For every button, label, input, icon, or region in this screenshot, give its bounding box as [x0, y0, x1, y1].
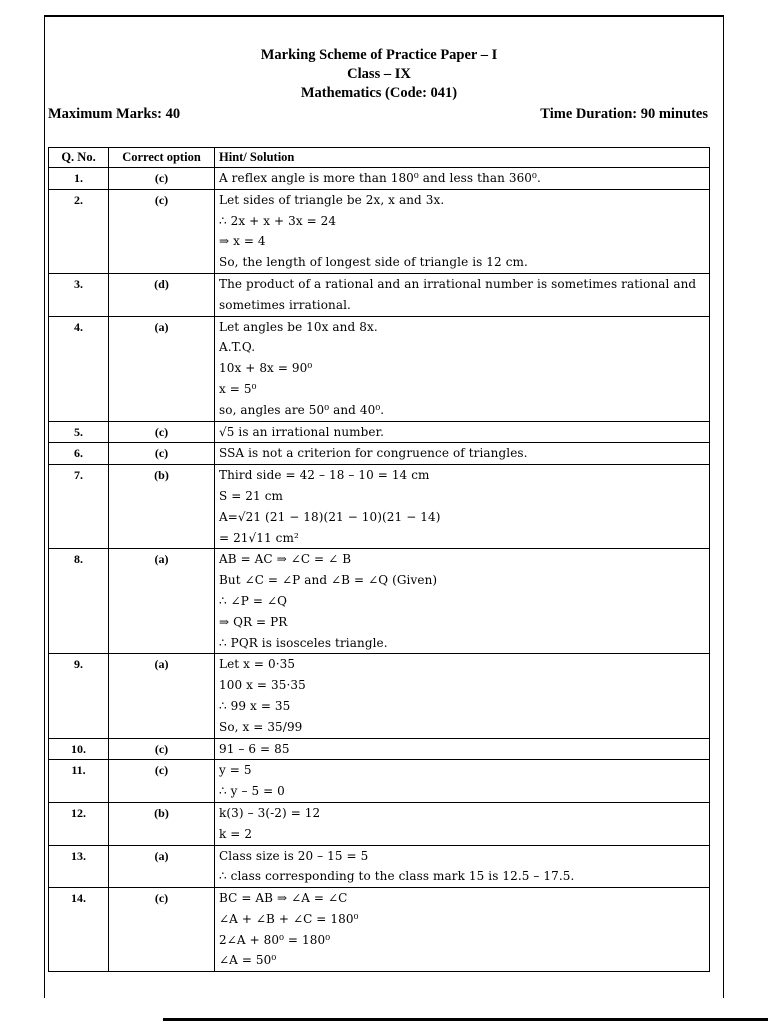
solution-line: S = 21 cm: [219, 488, 283, 503]
table-row: [49, 273, 710, 316]
solution-line: BC = AB ⇒ ∠A = ∠C: [219, 891, 348, 906]
solution-line: ∴ ∠P = ∠Q: [219, 593, 288, 608]
question-number: 4.: [49, 316, 109, 421]
document-header: [48, 46, 710, 103]
column-header-qno: Q. No.: [49, 148, 109, 168]
solution-line: But ∠C = ∠P and ∠B = ∠Q (Given): [219, 573, 438, 588]
solution-line: 100 x = 35·35: [219, 678, 306, 693]
solution-line: so, angles are 50⁰ and 40⁰.: [219, 402, 385, 417]
time-duration: Time Duration: 90 minutes: [540, 106, 708, 122]
table-row: [49, 443, 710, 465]
solution-line: ∴ PQR is isosceles triangle.: [219, 635, 388, 650]
solution-line: x = 5⁰: [219, 381, 257, 396]
solution-line: ⇒ x = 4: [219, 234, 266, 249]
solution-line: = 21√11 cm²: [219, 530, 299, 545]
question-number: 9.: [49, 654, 109, 738]
hint-solution: [215, 189, 710, 273]
correct-option: (c): [109, 738, 215, 760]
solution-line: ∴ y – 5 = 0: [219, 784, 285, 799]
hint-solution: [215, 888, 710, 972]
solution-line: 2∠A + 80⁰ = 180⁰: [219, 932, 331, 947]
hint-solution: [215, 443, 710, 465]
question-number: 14.: [49, 888, 109, 972]
question-number: 3.: [49, 273, 109, 316]
hint-solution: [215, 273, 710, 316]
solution-line: √5 is an irrational number.: [219, 424, 385, 439]
table-row: [49, 802, 710, 845]
solution-line: ⇒ QR = PR: [219, 614, 288, 629]
solution-line: Let angles be 10x and 8x.: [219, 319, 378, 334]
hint-solution: [215, 760, 710, 803]
question-number: 2.: [49, 189, 109, 273]
correct-option: (b): [109, 465, 215, 549]
hint-solution: [215, 549, 710, 654]
question-number: 8.: [49, 549, 109, 654]
correct-option: (c): [109, 168, 215, 190]
correct-option: (a): [109, 549, 215, 654]
table-row: [49, 421, 710, 443]
solution-line: ∠A + ∠B + ∠C = 180⁰: [219, 911, 359, 926]
table-row: [49, 316, 710, 421]
solution-line: ∠A = 50⁰: [219, 953, 277, 968]
question-number: 5.: [49, 421, 109, 443]
hint-solution: [215, 465, 710, 549]
bottom-rule: [163, 1018, 768, 1021]
table-row: [49, 549, 710, 654]
subject-line: Mathematics (Code: 041): [300, 85, 458, 101]
question-number: 11.: [49, 760, 109, 803]
solution-line: k(3) – 3(-2) = 12: [219, 805, 321, 820]
solution-line: The product of a rational and an irrational number is sometimes rational and sometimes irrational.: [219, 276, 697, 312]
hint-solution: [215, 802, 710, 845]
solution-line: A=√21 (21 − 18)(21 − 10)(21 − 14): [219, 509, 441, 524]
document-title: Marking Scheme of Practice Paper – I: [260, 47, 498, 63]
solution-line: A reflex angle is more than 180⁰ and less than 360⁰.: [219, 171, 541, 185]
solution-line: So, x = 35/99: [219, 719, 303, 734]
correct-option: (c): [109, 888, 215, 972]
column-header-hint: Hint/ Solution: [215, 148, 710, 168]
hint-solution: [215, 738, 710, 760]
hint-solution: [215, 168, 710, 190]
table-row: [49, 465, 710, 549]
correct-option: (a): [109, 316, 215, 421]
solution-line: ∴ class corresponding to the class mark 15 is 12.5 – 17.5.: [219, 869, 575, 884]
question-number: 7.: [49, 465, 109, 549]
solution-line: k = 2: [219, 826, 253, 841]
table-header-row: [49, 148, 710, 168]
solution-line: SSA is not a criterion for congruence of triangles.: [219, 446, 528, 461]
table-row: [49, 845, 710, 888]
question-number: 12.: [49, 802, 109, 845]
solution-line: ∴ 2x + x + 3x = 24: [219, 213, 337, 228]
hint-solution: [215, 421, 710, 443]
correct-option: (a): [109, 654, 215, 738]
correct-option: (d): [109, 273, 215, 316]
solution-line: Third side = 42 – 18 – 10 = 14 cm: [219, 468, 430, 483]
correct-option: (c): [109, 189, 215, 273]
solution-line: AB = AC ⇒ ∠C = ∠ B: [219, 552, 352, 567]
question-number: 1.: [49, 168, 109, 190]
solution-line: So, the length of longest side of triangle is 12 cm.: [219, 255, 528, 270]
solution-line: y = 5: [219, 763, 252, 778]
question-number: 13.: [49, 845, 109, 888]
correct-option: (c): [109, 443, 215, 465]
correct-option: (c): [109, 421, 215, 443]
marking-scheme-table: [48, 147, 710, 972]
solution-line: A.T.Q.: [219, 340, 256, 355]
question-number: 10.: [49, 738, 109, 760]
solution-line: Let x = 0·35: [219, 657, 296, 672]
maximum-marks: Maximum Marks: 40: [48, 106, 181, 122]
table-row: [49, 760, 710, 803]
class-line: Class – IX: [347, 66, 411, 82]
solution-line: Let sides of triangle be 2x, x and 3x.: [219, 192, 445, 207]
solution-line: ∴ 99 x = 35: [219, 698, 291, 713]
column-header-option: Correct option: [109, 148, 215, 168]
solution-line: Class size is 20 – 15 = 5: [219, 848, 369, 863]
table-row: [49, 654, 710, 738]
hint-solution: [215, 845, 710, 888]
question-number: 6.: [49, 443, 109, 465]
table-row: [49, 888, 710, 972]
correct-option: (a): [109, 845, 215, 888]
correct-option: (b): [109, 802, 215, 845]
correct-option: (c): [109, 760, 215, 803]
table-row: [49, 738, 710, 760]
solution-line: 10x + 8x = 90⁰: [219, 361, 313, 376]
table-row: [49, 189, 710, 273]
table-row: [49, 168, 710, 190]
hint-solution: [215, 654, 710, 738]
solution-line: 91 – 6 = 85: [219, 741, 290, 756]
hint-solution: [215, 316, 710, 421]
